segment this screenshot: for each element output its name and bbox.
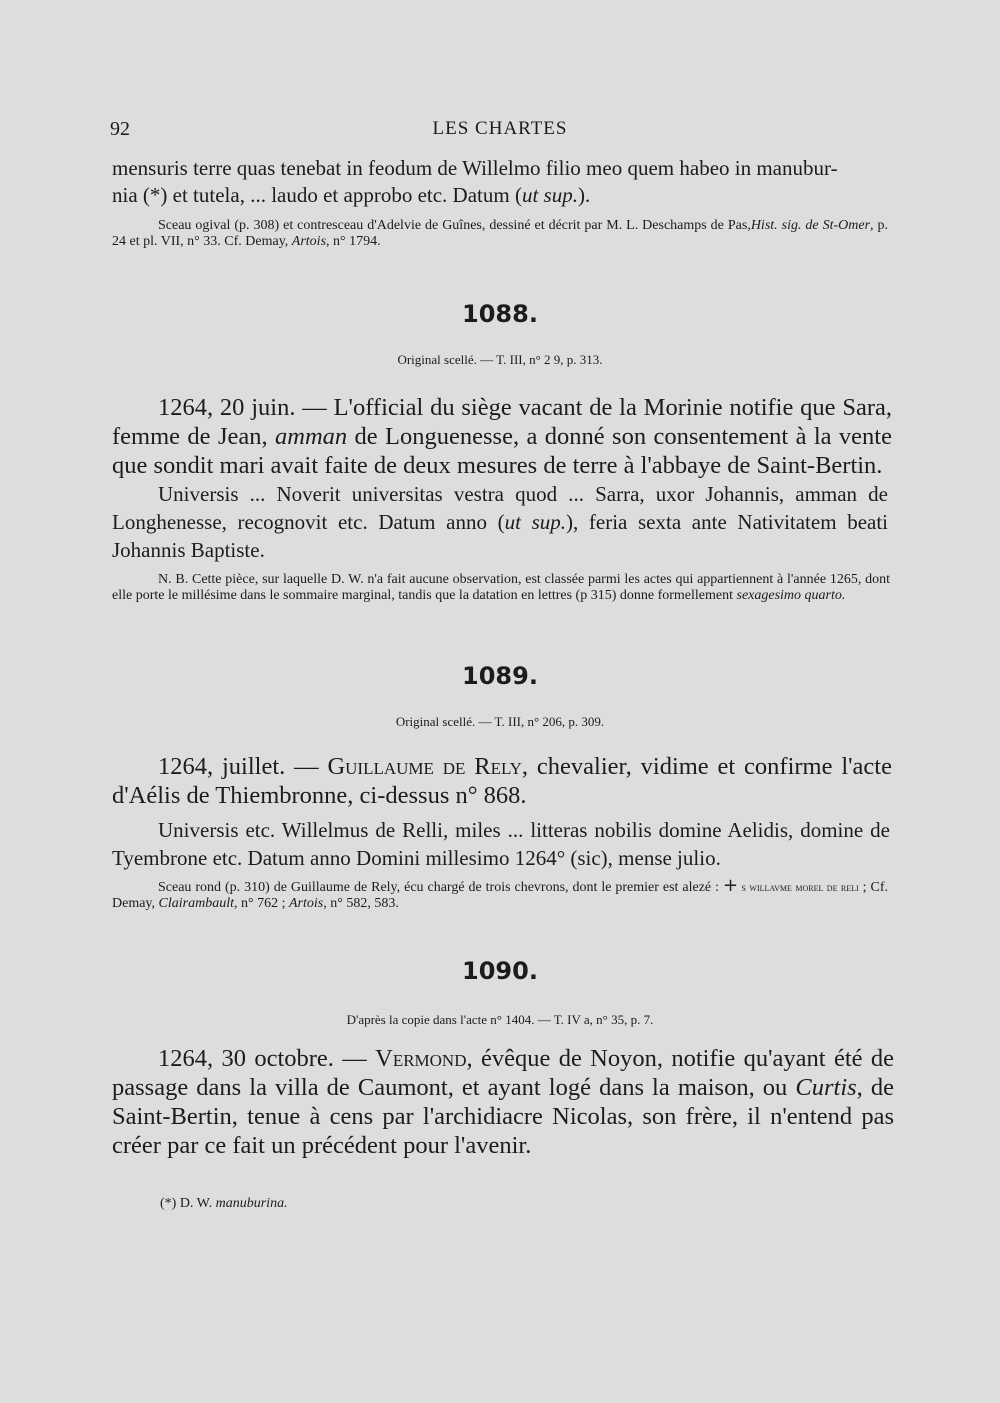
cross-icon: + bbox=[722, 875, 739, 896]
entry-source-1088: Original scellé. — T. III, n° 2 9, p. 313. bbox=[397, 352, 603, 367]
page-number: 92 bbox=[110, 118, 130, 140]
entry-text-1088: Universis ... Noverit universitas vestra quod ... Sarra, uxor Johannis, amman de Longhenesse, recognovit etc. Datum anno (ut sup.), feria sexta ante Nativitatem beati Johannis Baptiste. bbox=[112, 482, 889, 562]
entry-seal-1089: Sceau rond (p. 310) de Guillaume de Rely, écu chargé de trois chevrons, dont le premier est alezé : + s willavme morel de reli ; Cf. Demay, Clairambault, n° 762 ; Artois, n° 582, 583. bbox=[112, 875, 889, 911]
entry-summary-1090: 1264, 30 octobre. — Vermond, évêque de Noyon, notifie qu'ayant été de passage dans la villa de Caumont, et ayant logé dans la maison, ou Curtis, de Saint-Bertin, tenue à cens par l'archidiacre Nicolas, son frère, il n'entend pas créer par ce fait un précédent pour l'avenir. bbox=[112, 1045, 895, 1159]
entry-number-1088: 1088. bbox=[462, 300, 538, 328]
entry-number-1089: 1089. bbox=[462, 662, 538, 690]
entry-text-1089: Universis etc. Willelmus de Relli, miles ... litteras nobilis domine Aelidis, domine de Tyembrone etc. Datum anno Domini millesimo 1264° (sic), mense julio. bbox=[112, 818, 890, 870]
continuation-line-1: mensuris terre quas tenebat in feodum de Willelmo filio meo quem habeo in manubur- bbox=[112, 156, 838, 180]
entry-summary-1089: 1264, juillet. — Guillaume de Rely, chevalier, vidime et confirme l'acte d'Aélis de Thiembronne, ci-dessus n° 868. bbox=[112, 753, 892, 809]
entry-source-1090: D'après la copie dans l'acte n° 1404. — T. IV a, n° 35, p. 7. bbox=[346, 1012, 654, 1027]
continuation-line-2: nia (*) et tutela, ... laudo et approbo etc. Datum (ut sup.). bbox=[112, 183, 591, 207]
footnote: (*) D. W. manuburina. bbox=[160, 1196, 288, 1211]
continuation-text bbox=[112, 155, 894, 209]
page-header bbox=[110, 118, 890, 142]
seal-note: Sceau ogival (p. 308) et contresceau d'Adelvie de Guînes, dessiné et décrit par M. L. Deschamps de Pas,Hist. sig. de St-Omer, p. 24 et pl. VII, n° 33. Cf. Demay, Artois, n° 1794. bbox=[112, 218, 889, 249]
entry-number-1090: 1090. bbox=[462, 957, 538, 985]
entry-source-1089: Original scellé. — T. III, n° 206, p. 309. bbox=[395, 714, 605, 729]
entry-summary-1088: 1264, 20 juin. — L'official du siège vacant de la Morinie notifie que Sara, femme de Jean, amman de Longuenesse, a donné son consentement à la vente que sondit mari avait faite de deux mesures de terre à l'abbaye de Saint-Bertin. bbox=[112, 394, 892, 479]
entry-note-1088: N. B. Cette pièce, sur laquelle D. W. n'a fait aucune observation, est classée parmi les actes qui appartiennent à l'année 1265, dont elle porte le millésime dans le sommaire marginal, tandis que la datation en lettres (p 315) donne formellement sexagesimo quarto. bbox=[112, 572, 890, 603]
running-title: LES CHARTES bbox=[432, 118, 568, 139]
